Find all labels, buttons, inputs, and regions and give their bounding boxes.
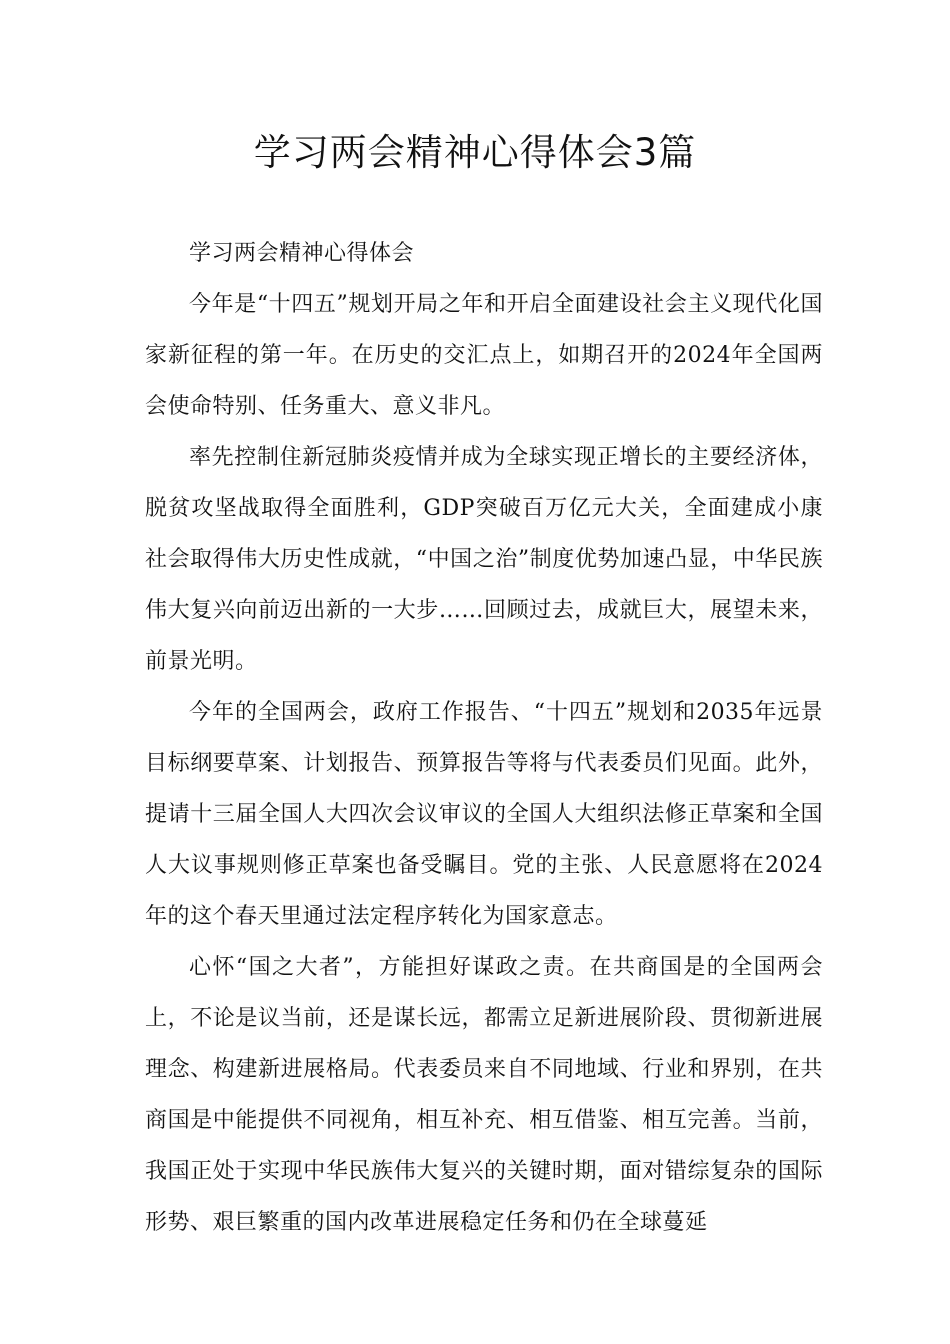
paragraph-3: 今年的全国两会，政府工作报告、“十四五”规划和2035年远景目标纲要草案、计划报告、预算报告等将与代表委员们见面。此外，提请十三届全国人大四次会议审议的全国人大组织法修正草案和全国人大议事规则修正草案也备受瞩目。党的主张、人民意愿将在2024年的这个春天里通过法定程序转化为国家意志。 bbox=[145, 700, 823, 929]
paragraph-4: 心怀“国之大者”，方能担好谋政之责。在共商国是的全国两会上，不论是议当前，还是谋长远，都需立足新进展阶段、贯彻新进展理念、构建新进展格局。代表委员来自不同地域、行业和界别，在共商国是中能提供不同视角，相互补充、相互借鉴、相互完善。当前，我国正处于实现中华民族伟大复兴的关键时期，面对错综复杂的国际形势、艰巨繁重的国内改革进展稳定任务和仍在全球蔓延 bbox=[145, 955, 823, 1235]
paragraph-2: 率先控制住新冠肺炎疫情并成为全球实现正增长的主要经济体，脱贫攻坚战取得全面胜利，GDP突破百万亿元大关，全面建成小康社会取得伟大历史性成就，“中国之治”制度优势加速凸显，中华民族伟大复兴向前迈出新的一大步……回顾过去，成就巨大，展望未来，前景光明。 bbox=[145, 445, 823, 674]
paragraph-1: 今年是“十四五”规划开局之年和开启全面建设社会主义现代化国家新征程的第一年。在历史的交汇点上，如期召开的2024年全国两会使命特别、任务重大、意义非凡。 bbox=[145, 292, 823, 419]
document-subtitle: 学习两会精神心得体会 bbox=[189, 241, 415, 266]
document-body bbox=[145, 228, 823, 1248]
document-title: 学习两会精神心得体会3篇 bbox=[253, 131, 697, 174]
